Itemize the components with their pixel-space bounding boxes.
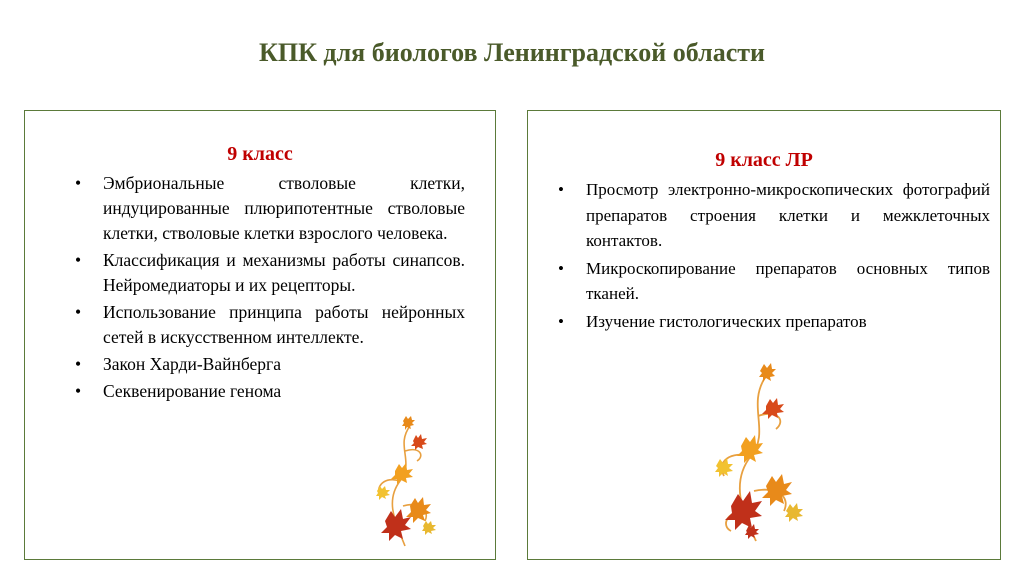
right-card	[527, 110, 1001, 560]
bullet-icon: •	[75, 354, 82, 374]
list-item-text: Эмбриональные стволовые клетки, индуцированные плюрипотентные стволовые клетки, стволовые клетки взрослого человека.	[103, 173, 465, 243]
list-item-text: Микроскопирование препаратов основных типов тканей.	[586, 258, 990, 303]
bullet-icon: •	[75, 173, 82, 193]
list-item	[75, 248, 465, 298]
bullet-icon: •	[75, 381, 82, 401]
list-item-text: Изучение гистологических препаратов	[586, 311, 867, 331]
right-card-list	[558, 177, 990, 336]
autumn-leaves-icon	[696, 361, 824, 546]
list-item	[75, 352, 465, 377]
autumn-leaves-icon	[355, 411, 455, 551]
bullet-icon: •	[75, 250, 82, 270]
list-item	[75, 379, 465, 404]
page-title: КПК для биологов Ленинградской области	[259, 38, 765, 67]
list-item	[75, 300, 465, 350]
left-card	[24, 110, 496, 560]
left-card-list	[75, 171, 465, 406]
list-item	[558, 309, 990, 335]
list-item	[558, 256, 990, 307]
list-item-text: Секвенирование генома	[103, 381, 282, 401]
bullet-icon: •	[558, 258, 564, 278]
left-card-heading: 9 класс	[227, 143, 293, 165]
list-item-text: Использование принципа работы нейронных сетей в искусственном интеллекте.	[103, 302, 465, 347]
list-item	[75, 171, 465, 246]
list-item-text: Классификация и механизмы работы синапсов. Нейромедиаторы и их рецепторы.	[103, 250, 465, 295]
right-card-heading: 9 класс ЛР	[715, 149, 813, 171]
bullet-icon: •	[75, 302, 82, 322]
bullet-icon: •	[558, 180, 564, 199]
list-item	[558, 177, 990, 254]
list-item-text: Закон Харди-Вайнберга	[103, 354, 281, 374]
list-item-text: Просмотр электронно-микроскопических фотографий препаратов строения клетки и межклеточных контактов.	[586, 180, 990, 250]
bullet-icon: •	[558, 311, 564, 331]
